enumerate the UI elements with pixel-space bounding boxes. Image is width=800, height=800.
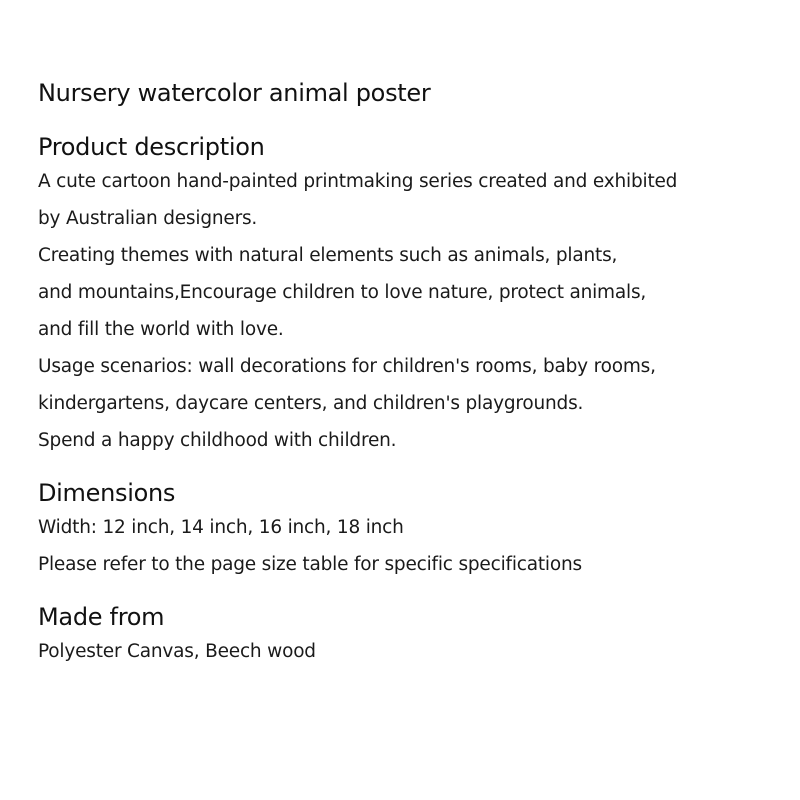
- description-line: and fill the world with love.: [38, 319, 284, 340]
- product-title: Nursery watercolor animal poster: [38, 79, 431, 107]
- dimensions-heading: Dimensions: [38, 479, 176, 507]
- dimensions-section: [38, 475, 778, 583]
- description-heading: Product description: [38, 133, 265, 161]
- made-from-heading: Made from: [38, 603, 165, 631]
- description-line: Creating themes with natural elements such as animals, plants,: [38, 245, 618, 266]
- description-line: Spend a happy childhood with children.: [38, 430, 397, 451]
- dimensions-line: Please refer to the page size table for specific specifications: [38, 554, 582, 575]
- made-from-line: Polyester Canvas, Beech wood: [38, 641, 316, 662]
- description-line: kindergartens, daycare centers, and children's playgrounds.: [38, 393, 584, 414]
- description-line: by Australian designers.: [38, 208, 258, 229]
- description-line: Usage scenarios: wall decorations for children's rooms, baby rooms,: [38, 356, 656, 377]
- product-document: [38, 75, 778, 670]
- description-line: and mountains,Encourage children to love nature, protect animals,: [38, 282, 647, 303]
- made-from-section: [38, 599, 778, 670]
- dimensions-line: Width: 12 inch, 14 inch, 16 inch, 18 inch: [38, 517, 404, 538]
- description-line: A cute cartoon hand-painted printmaking series created and exhibited: [38, 171, 678, 192]
- description-section: [38, 129, 778, 459]
